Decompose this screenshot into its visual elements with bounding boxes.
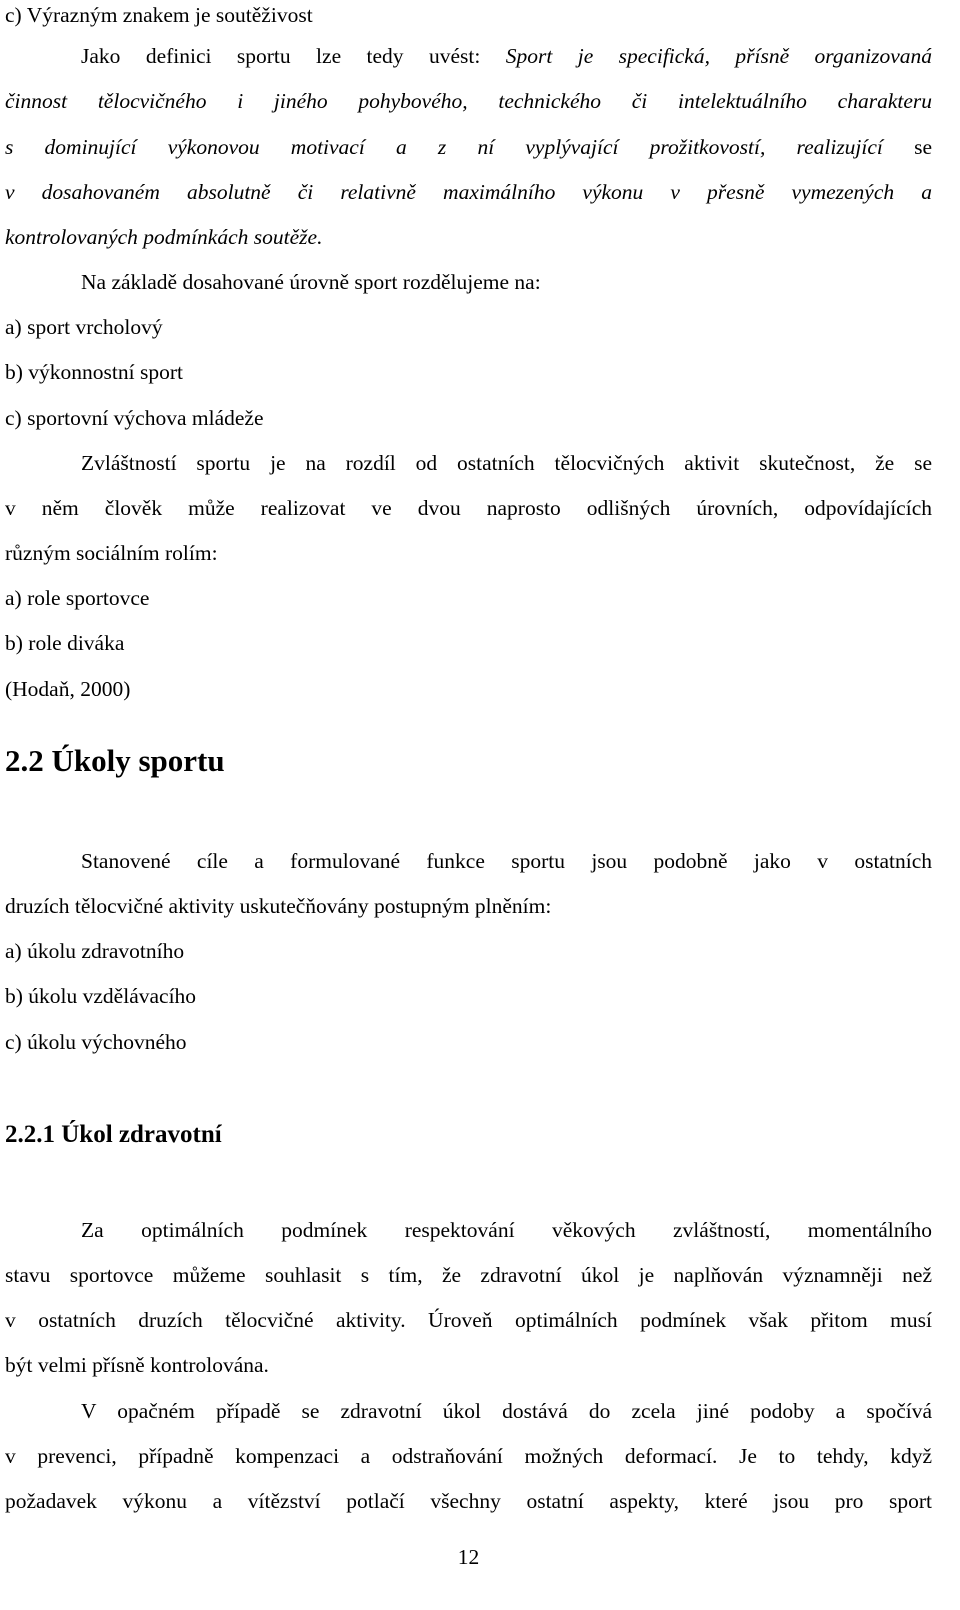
paragraph-opposite-line: v prevenci, případně kompenzaci a odstraňování možných deformací. Je to tehdy, když — [5, 1444, 932, 1468]
definition-italic-mid: s dominující výkonovou motivací a z ní vyplývající prožitkovostí, realizující — [5, 135, 915, 159]
definition-italic-start: Sport je specifická, přísně organizovaná — [505, 44, 932, 68]
citation: (Hodaň, 2000) — [5, 677, 131, 701]
list-item-upbringing-task: c) úkolu výchovného — [5, 1030, 187, 1054]
definition-intro: Jako definici sportu lze tedy uvést: — [81, 44, 506, 68]
paragraph-health-line: Za optimálních podmínek respektování věkových zvláštností, momentálního — [81, 1218, 932, 1242]
list-item-top-sport: a) sport vrcholový — [5, 315, 163, 339]
list-item-spectator-role: b) role diváka — [5, 631, 125, 655]
paragraph-definition-line — [5, 41, 932, 71]
list-item-health-task: a) úkolu zdravotního — [5, 939, 185, 963]
definition-upright-word: se — [914, 135, 932, 159]
paragraph-opposite-line: požadavek výkonu a vítězství potlačí všechny ostatní aspekty, které jsou pro sport — [5, 1489, 932, 1513]
paragraph-definition-line — [5, 132, 932, 162]
paragraph-definition-line: činnost tělocvičného i jiného pohybového, technického či intelektuálního charakteru — [5, 89, 932, 113]
paragraph-definition-line: v dosahovaném absolutně či relativně maximálního výkonu v přesně vymezených a — [5, 180, 932, 204]
paragraph-health-line: v ostatních druzích tělocvičné aktivity. Úroveň optimálních podmínek však přitom musí — [5, 1308, 932, 1332]
paragraph-health-line: být velmi přísně kontrolována. — [5, 1353, 269, 1377]
list-item-athlete-role: a) role sportovce — [5, 586, 150, 610]
list-item-performance-sport: b) výkonnostní sport — [5, 360, 183, 384]
subsection-heading: 2.2.1 Úkol zdravotní — [5, 1121, 222, 1148]
page-number: 12 — [457, 1545, 480, 1569]
paragraph-opposite-line: V opačném případě se zdravotní úkol dostává do zcela jiné podoby a spočívá — [81, 1399, 932, 1423]
list-item-competitiveness: c) Výrazným znakem je soutěživost — [5, 3, 313, 27]
paragraph-specificity-line: různým sociálním rolím: — [5, 541, 218, 565]
paragraph-levels-intro: Na základě dosahované úrovně sport rozdělujeme na: — [81, 270, 541, 294]
paragraph-health-line: stavu sportovce můžeme souhlasit s tím, že zdravotní úkol je naplňován významněji než — [5, 1263, 932, 1287]
paragraph-tasks-line: Stanovené cíle a formulované funkce sportu jsou podobně jako v ostatních — [81, 849, 932, 873]
list-item-youth-sport: c) sportovní výchova mládeže — [5, 406, 264, 430]
paragraph-specificity-line: Zvláštností sportu je na rozdíl od ostatních tělocvičných aktivit skutečnost, že se — [81, 451, 932, 475]
paragraph-specificity-line: v něm člověk může realizovat ve dvou naprosto odlišných úrovních, odpovídajících — [5, 496, 932, 520]
section-heading: 2.2 Úkoly sportu — [5, 743, 225, 778]
paragraph-definition-line: kontrolovaných podmínkách soutěže. — [5, 225, 323, 249]
document-page — [5, 0, 932, 1610]
paragraph-tasks-line: druzích tělocvičné aktivity uskutečňovány postupným plněním: — [5, 894, 552, 918]
list-item-education-task: b) úkolu vzdělávacího — [5, 984, 197, 1008]
